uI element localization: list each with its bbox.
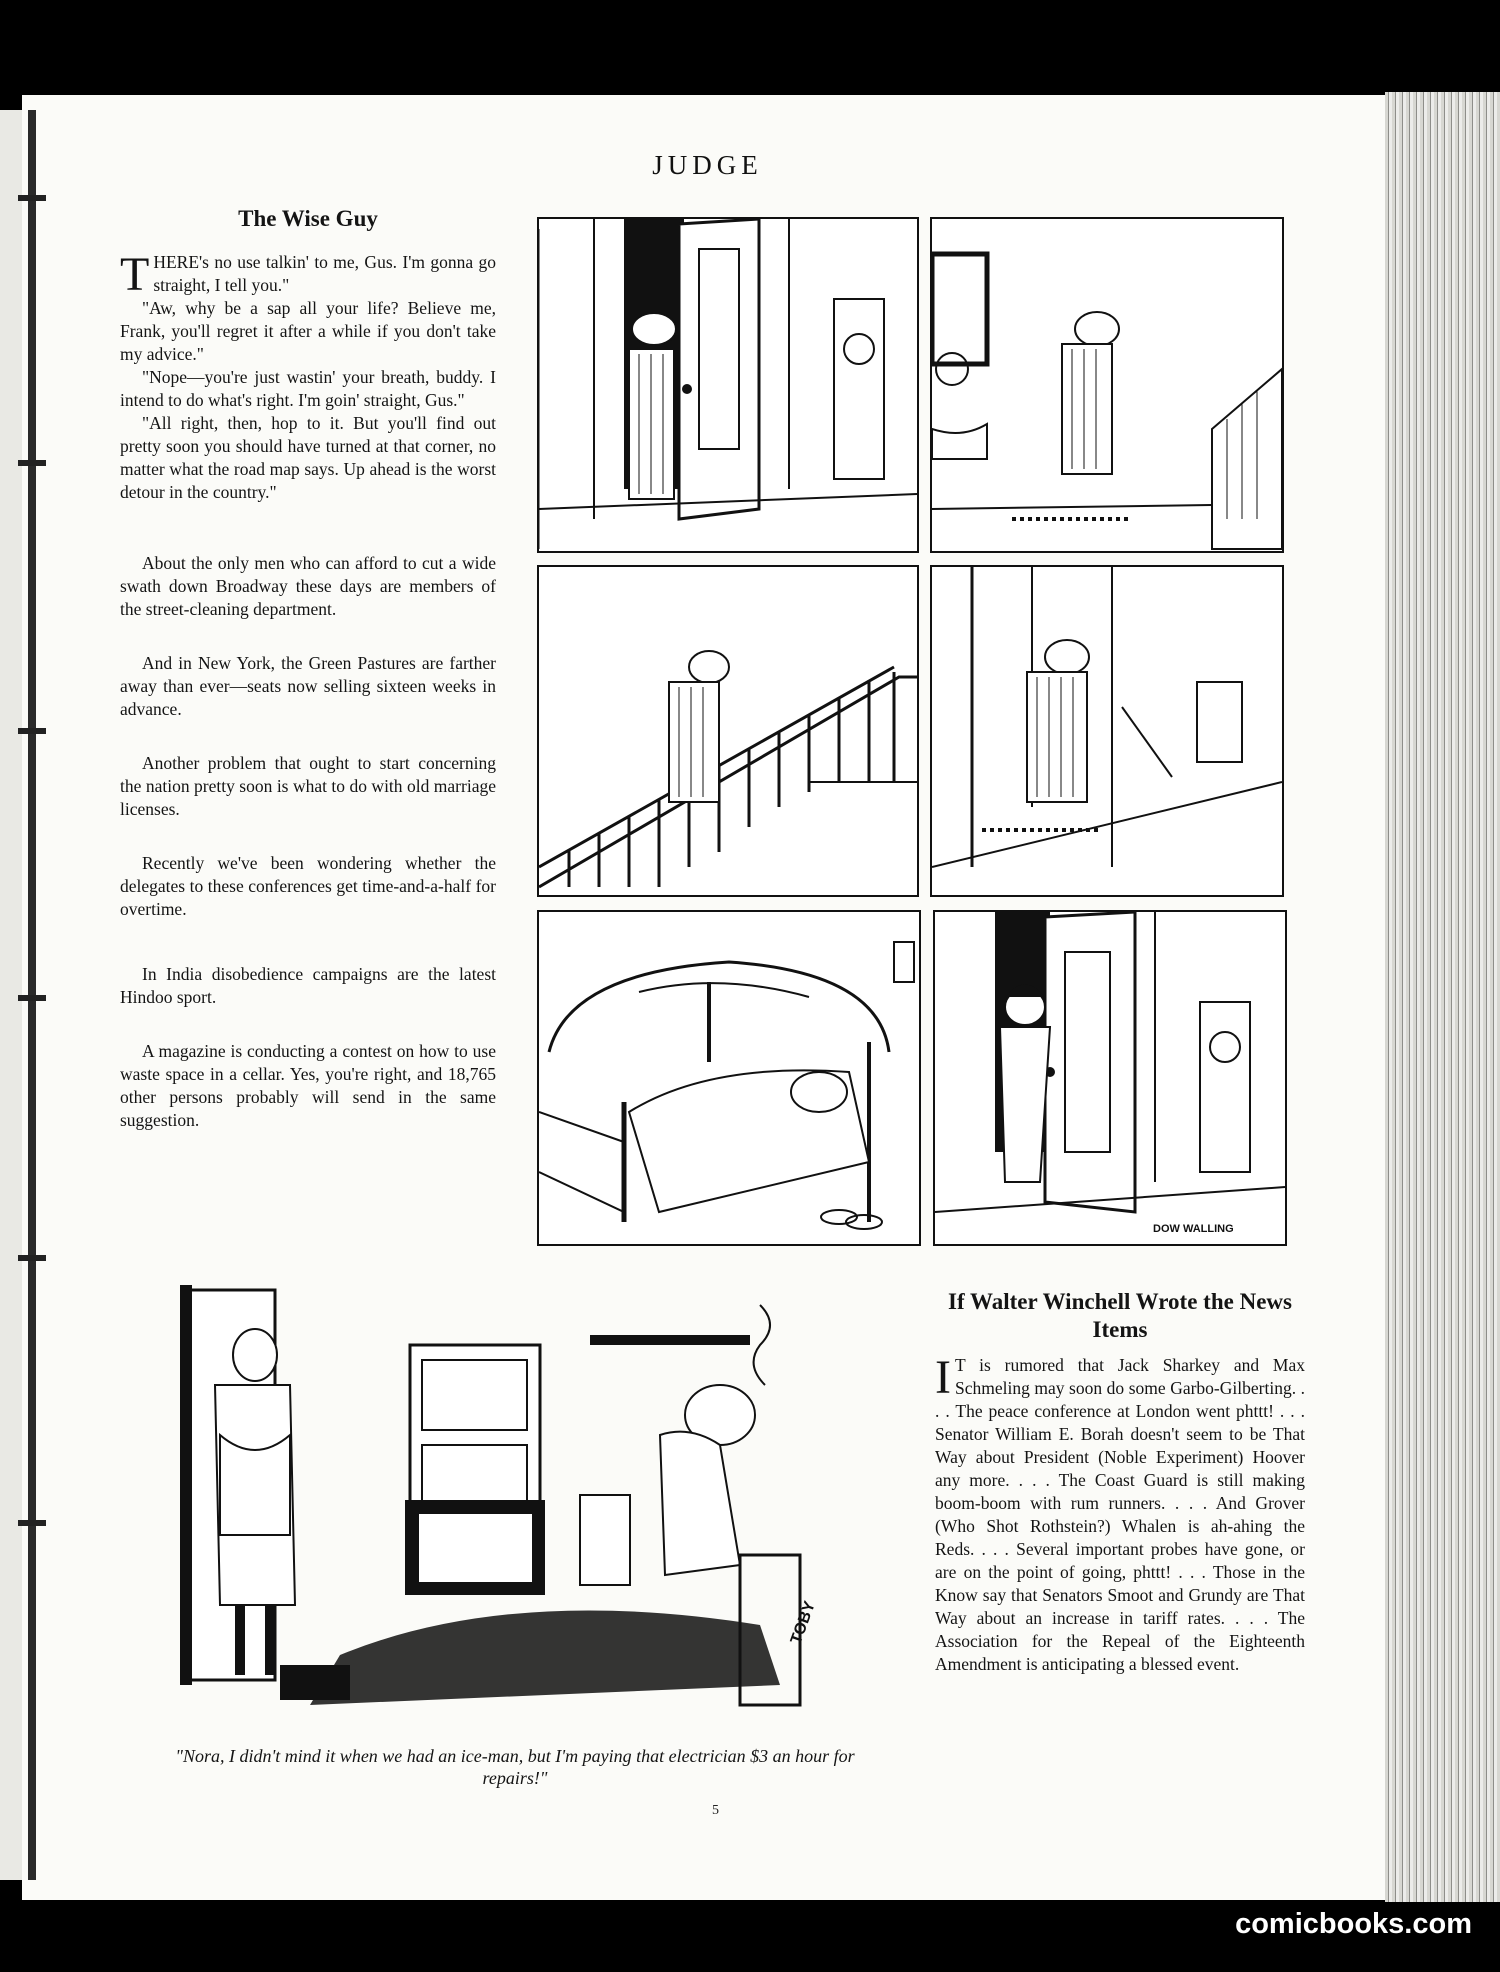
comic-panel-1 [537, 217, 919, 553]
wise-guy-paragraph-3: "Nope—you're just wastin' your breath, buddy. I intend to do what's right. I'm goin' straight, Gus." [120, 367, 496, 410]
page-number: 5 [712, 1803, 719, 1818]
comic-panel-6 [933, 910, 1287, 1246]
cartoon-illustration [160, 1285, 870, 1730]
winchell-title: If Walter Winchell Wrote the News Items [948, 1289, 1292, 1342]
binding-stitch [18, 728, 46, 734]
binding-stitch [18, 195, 46, 201]
wise-guy-column [120, 205, 496, 1163]
wise-guy-paragraph-2: "Aw, why be a sap all your life? Believe me, Frank, you'll regret it after a while if you don't take my advice." [120, 298, 496, 364]
wise-guy-paragraph-4: "All right, then, hop to it. But you'll find out pretty soon you should have turned at that corner, no matter what the road map says. Up ahead is the worst detour in the country." [120, 413, 496, 502]
comic-panel-4 [930, 565, 1284, 897]
quip-2: And in New York, the Green Pastures are farther away than ever—seats now selling sixteen weeks in advance. [120, 653, 496, 719]
wise-guy-title: The Wise Guy [238, 206, 378, 231]
binding-stitch [18, 1255, 46, 1261]
quip-6: A magazine is conducting a contest on how to use waste space in a cellar. Yes, you're right, and 18,765 other persons probably will send in the same suggestion. [120, 1041, 496, 1130]
bound-page-edges [1385, 92, 1500, 1902]
panel-4-drawing [932, 567, 1282, 895]
wise-guy-paragraph-1: THERE's no use talkin' to me, Gus. I'm gonna go straight, I tell you." [120, 248, 496, 301]
panel-3-drawing [539, 567, 917, 895]
quip-3: Another problem that ought to start concerning the nation pretty soon is what to do with old marriage licenses. [120, 753, 496, 819]
magazine-title: JUDGE [652, 150, 763, 180]
cartoon-signature: TOBY [787, 1599, 819, 1647]
panel-6-drawing [935, 912, 1285, 1244]
panel-1-drawing [539, 219, 917, 551]
winchell-column [935, 1288, 1305, 1676]
binding-stitch [18, 1520, 46, 1526]
wise-guy-story [120, 248, 496, 504]
strip-signature: DOW WALLING [1153, 1223, 1234, 1235]
cartoon-caption: "Nora, I didn't mind it when we had an ice-man, but I'm paying that electrician $3 an hour for repairs!" [175, 1746, 855, 1788]
comic-panel-3 [537, 565, 919, 897]
drop-cap: T [120, 248, 150, 301]
panel-2-drawing [932, 219, 1282, 551]
comic-panel-5 [537, 910, 921, 1246]
comic-panel-2 [930, 217, 1284, 553]
winchell-drop-cap: I [935, 1351, 951, 1404]
binding-stitch [18, 460, 46, 466]
cartoon-drawing [160, 1285, 870, 1730]
quip-1: About the only men who can afford to cut a wide swath down Broadway these days are members of the street-cleaning department. [120, 553, 496, 619]
binding-stitch [18, 995, 46, 1001]
winchell-body: I T is rumored that Jack Sharkey and Max Schmeling may soon do some Garbo-Gilberting. . . . The peace conference at London went phttt! . . . Senator William E. Borah doesn't seem to be That Way about President (Noble Experiment) Hoover any more. . . . The Coast Guard is still making boom-boom with rum runners. . . . And Grover (Who Shot Rothstein?) Whalen is ah-ahing the Reds. . . . Several important probes have gone, or are on the point of going, phttt! . . . Those in the Know say that Senators Smoot and Grundy are That Way about an increase in tariff rates. . . . The Association for the Repeal of the Eighteenth Amendment is anticipating a blessed event. [935, 1351, 1305, 1674]
quip-5: In India disobedience campaigns are the latest Hindoo sport. [120, 964, 496, 1007]
quip-4: Recently we've been wondering whether the delegates to these conferences get time-and-a-half for overtime. [120, 853, 496, 919]
panel-5-drawing [539, 912, 919, 1244]
site-watermark: comicbooks.com [1235, 1908, 1472, 1940]
